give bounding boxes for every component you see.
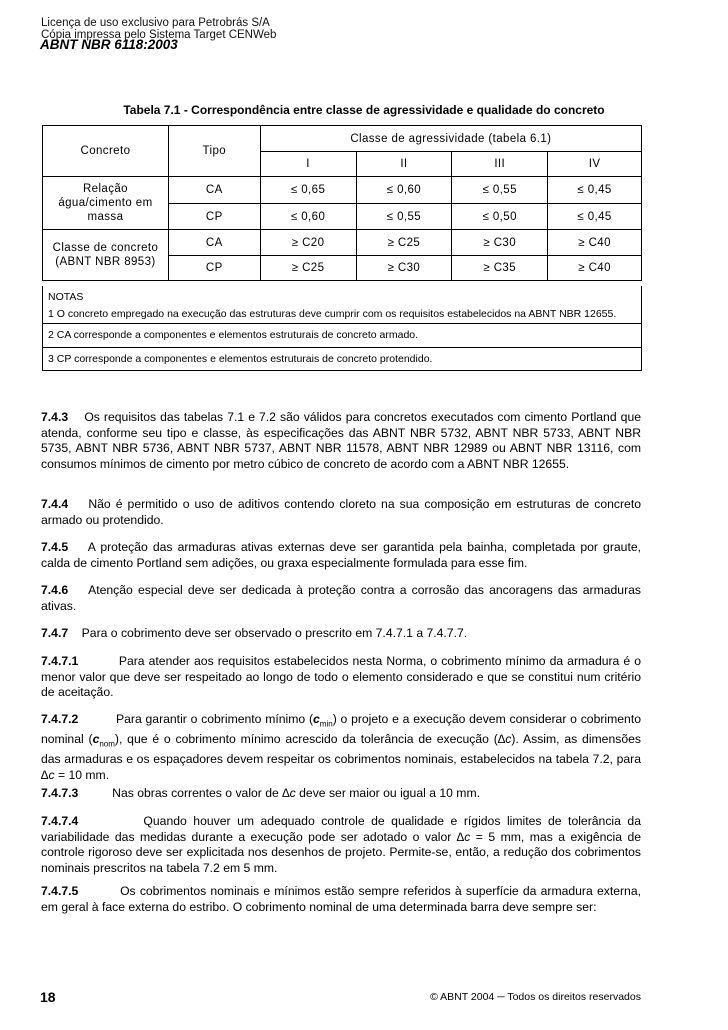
section-7-4-7-4 xyxy=(41,814,641,876)
text-run: Para garantir o cobrimento mínimo ( xyxy=(116,712,314,726)
section-text: Atenção especial deve ser dedicada à proteção contra a corrosão das ancoragens das armaduras ativas. xyxy=(41,583,641,613)
section-number: 7.4.4 xyxy=(41,497,69,511)
text-run: ), que é o cobrimento mínimo acrescido da tolerância de execução ( xyxy=(114,732,498,747)
table-cell: ≤ 0,45 xyxy=(548,204,642,230)
section-text: Para atender aos requisitos estabelecidos nesta Norma, o cobrimento mínimo da armadura é o menor valor que deve ser respeitado ao longo de todo o elemento considerado e que se constitui num critério de aceitação. xyxy=(41,654,642,700)
section-number: 7.4.7.1 xyxy=(41,654,79,668)
row-tipo: CP xyxy=(168,256,260,281)
text-run: deve ser maior ou igual a 10 mm. xyxy=(295,786,481,800)
symbol-c: c xyxy=(92,732,100,747)
section-number: 7.4.7.4 xyxy=(41,814,79,828)
table-cell: ≤ 0,55 xyxy=(452,177,548,204)
header-class-iv: IV xyxy=(548,152,642,177)
license-line-2: Cópia impressa pelo Sistema Target CENWeb xyxy=(41,29,277,41)
table-cell: ≤ 0,60 xyxy=(356,177,452,204)
table-cell: ≤ 0,60 xyxy=(260,204,356,230)
note-3: 3 CP corresponde a componentes e elementos estruturais de concreto protendido. xyxy=(43,347,641,371)
section-number: 7.4.3 xyxy=(41,410,69,424)
section-text: Para o cobrimento deve ser observado o prescrito em 7.4.7.1 a 7.4.7.7. xyxy=(81,626,468,640)
section-7-4-7 xyxy=(41,626,641,642)
note-2: 2 CA corresponde a componentes e elementos estruturais de concreto armado. xyxy=(43,323,641,347)
table-cell: ≥ C25 xyxy=(260,256,356,281)
symbol-c: c xyxy=(313,712,320,726)
aggressiveness-table xyxy=(42,125,642,281)
symbol-delta-c: ∆c xyxy=(497,732,512,747)
subscript-nom: nom xyxy=(99,739,115,749)
header-tipo: Tipo xyxy=(168,126,260,177)
table-cell: ≥ C30 xyxy=(452,230,548,256)
section-7-4-7-2 xyxy=(41,712,641,783)
header-classe: Classe de agressividade (tabela 6.1) xyxy=(260,126,641,152)
section-7-4-4 xyxy=(41,497,641,528)
symbol-delta-c: ∆c xyxy=(282,786,296,800)
table-cell: ≤ 0,55 xyxy=(356,204,452,230)
section-number: 7.4.7.2 xyxy=(41,712,79,726)
group-classe-de-concreto: Classe de concreto (ABNT NBR 8953) xyxy=(43,230,169,281)
table-caption: Tabela 7.1 - Correspondência entre classe de agressividade e qualidade do concreto xyxy=(123,103,605,117)
section-number: 7.4.5 xyxy=(41,540,69,554)
section-text: A proteção das armaduras ativas externas deve ser garantida pela bainha, completada por graute, calda de cimento Portland sem adições, ou graxa especialmente formulada para esse fim. xyxy=(41,540,641,570)
section-7-4-7-1 xyxy=(41,654,641,701)
section-number: 7.4.7.3 xyxy=(41,786,79,800)
text-run: = 10 mm. xyxy=(54,767,110,782)
section-7-4-7-3 xyxy=(41,786,641,802)
text-run: Nas obras correntes o valor de xyxy=(112,786,283,800)
section-number: 7.4.7 xyxy=(41,626,69,640)
table-cell: ≥ C20 xyxy=(260,230,356,256)
section-text: Os cobrimentos nominais e mínimos estão sempre referidos à superfície da armadura externa, em geral à face externa do estribo. O cobrimento nominal de uma determinada barra deve sempre ser: xyxy=(41,884,641,914)
group-relacao-agua-cimento: Relação água/cimento em massa xyxy=(43,177,169,230)
header-class-ii: II xyxy=(356,152,452,177)
notes-title: NOTAS xyxy=(48,291,84,303)
copyright-notice: © ABNT 2004 ─ Todos os direitos reservados xyxy=(430,991,641,1003)
text-run: ). Assim, as dimensões das armaduras e os espaçadores devem respeitar os cobrimentos nominais, estabelecidos na tabela 7.2, para xyxy=(41,732,641,767)
symbol-delta-c: ∆c xyxy=(456,829,471,844)
header-class-i: I xyxy=(260,152,356,177)
table-cell: ≥ C40 xyxy=(548,256,642,281)
table-cell: ≥ C40 xyxy=(548,230,642,256)
section-text: Não é permitido o uso de aditivos contendo cloreto na sua composição em estruturas de concreto armado ou protendido. xyxy=(41,497,642,527)
table-cell: ≥ C35 xyxy=(452,256,548,281)
text-run: = 5 mm, mas a exigência de controle rigoroso deve ser explicitada nos desenhos de projeto. Permite-se, então, a redução dos cobrimentos nominais prescritos na tabela 7.2 em 5 mm. xyxy=(41,829,641,875)
table-cell: ≤ 0,65 xyxy=(260,177,356,204)
section-7-4-6 xyxy=(41,583,641,614)
table-cell: ≤ 0,50 xyxy=(452,204,548,230)
section-number: 7.4.7.5 xyxy=(41,884,79,898)
section-text: Os requisitos das tabelas 7.1 e 7.2 são válidos para concretos executados com cimento Portland que atenda, conforme seu tipo e classe, às especificações das ABNT NBR 5732, ABNT NBR 5733, ABNT NBR 5735, ABNT NBR 5736, ABNT NBR 5737, ABNT NBR 11578, ABNT NBR 12989 ou ABNT NBR 13116, com consumos mínimos de cimento por metro cúbico de concreto de acordo com a ABNT NBR 12655. xyxy=(41,410,641,471)
symbol-delta-c: ∆c xyxy=(41,767,55,782)
table-notes xyxy=(42,286,642,371)
section-number: 7.4.6 xyxy=(41,583,69,597)
license-line-1: Licença de uso exclusivo para Petrobrás S/A xyxy=(41,17,270,29)
table-row xyxy=(43,177,642,204)
table-cell: ≤ 0,45 xyxy=(548,177,642,204)
subscript-min: min xyxy=(319,719,333,729)
section-7-4-7-5 xyxy=(41,884,641,915)
note-1: 1 O concreto empregado na execução das estruturas deve cumprir com os requisitos estabelecidos na ABNT NBR 12655. xyxy=(48,307,617,320)
header-class-iii: III xyxy=(452,152,548,177)
text-run: ) o projeto e a execução devem considerar o cobrimento nominal ( xyxy=(41,712,642,747)
section-7-4-3 xyxy=(41,410,641,472)
text-run: Quando houver um adequado controle de qualidade e rígidos limites de tolerância da variabilidade das medidas durante a execução pode ser adotado o valor xyxy=(41,814,641,844)
header-concreto: Concreto xyxy=(43,126,169,177)
document-title: ABNT NBR 6118:2003 xyxy=(40,37,178,52)
row-tipo: CA xyxy=(168,230,260,256)
page-number: 18 xyxy=(40,989,56,1005)
row-tipo: CA xyxy=(168,177,260,204)
row-tipo: CP xyxy=(168,204,260,230)
table-cell: ≥ C30 xyxy=(356,256,452,281)
table-cell: ≥ C25 xyxy=(356,230,452,256)
table-row xyxy=(43,230,642,256)
section-7-4-5 xyxy=(41,540,641,571)
